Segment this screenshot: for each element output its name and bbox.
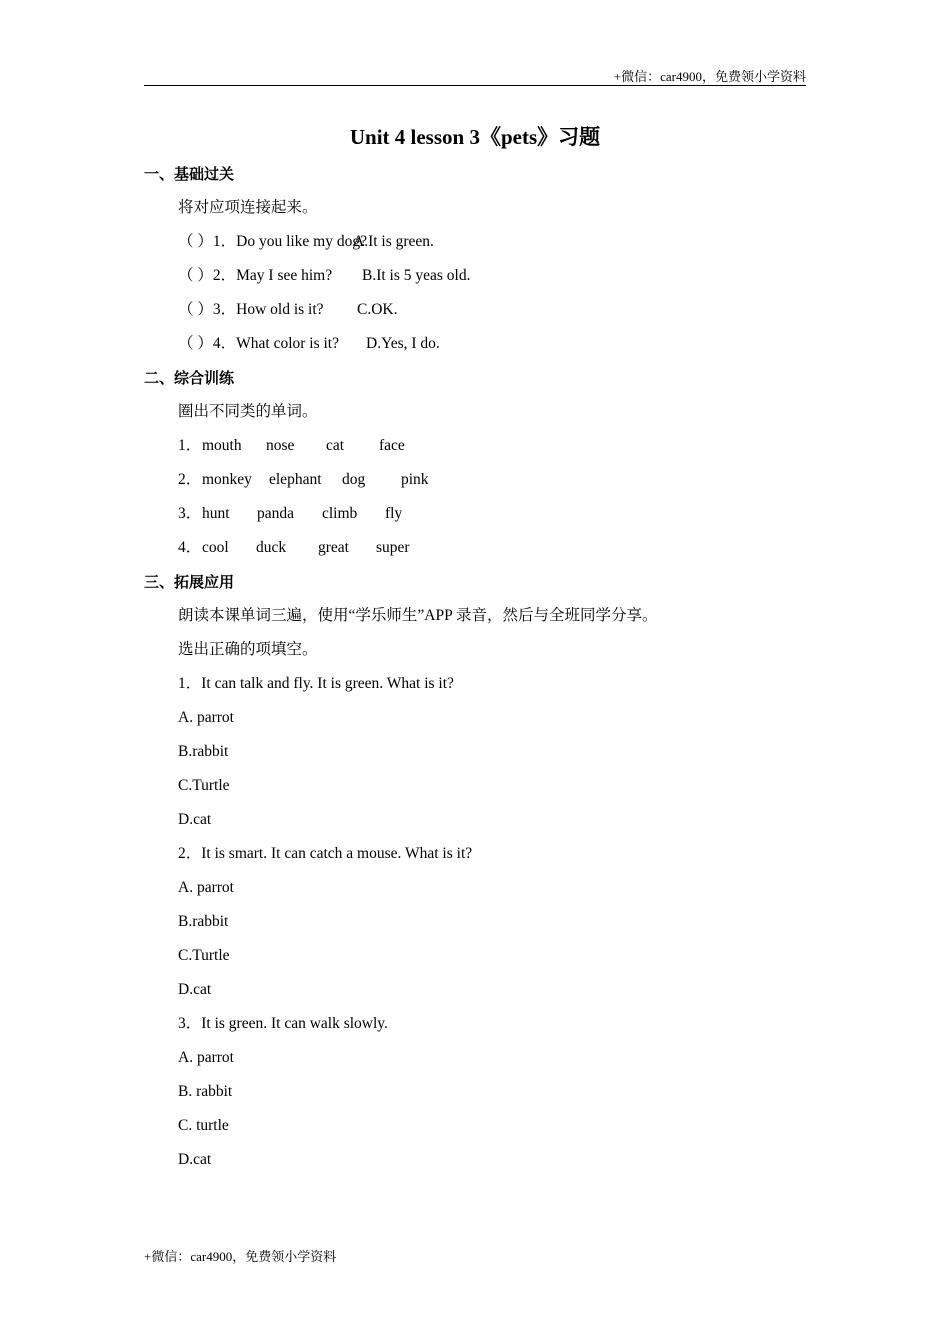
matching-answer: D.Yes, I do. — [366, 335, 440, 352]
section-3-instruction-1: 朗读本课单词三遍，使用“学乐师生”APP 录音，然后与全班同学分享。 — [178, 607, 658, 624]
matching-item-2 — [144, 259, 806, 293]
question-2-option-b: B.rabbit — [178, 913, 229, 930]
page-footer-text: +微信：car4900，免费领小学资料 — [144, 1249, 337, 1264]
matching-question: （ ）4．What color is it? — [178, 335, 339, 352]
matching-answer: A.It is green. — [353, 233, 434, 250]
matching-item-4 — [144, 327, 806, 361]
page-header-text: +微信：car4900，免费领小学资料 — [613, 69, 806, 84]
question-3-option-b: B. rabbit — [178, 1083, 233, 1100]
question-1: 1．It can talk and fly. It is green. What is it? — [178, 675, 454, 692]
word: fly — [385, 505, 403, 522]
section-1-instruction: 将对应项连接起来。 — [178, 199, 318, 216]
matching-question: （ ）1．Do you like my dog? — [178, 233, 367, 250]
section-3-instruction-2: 选出正确的项填空。 — [178, 641, 318, 658]
question-1-option-b: B.rabbit — [178, 743, 229, 760]
header-rule — [144, 85, 806, 86]
question-1-option-a: A. parrot — [178, 709, 234, 726]
word-row-2 — [144, 463, 806, 497]
word: duck — [256, 539, 287, 556]
word: dog — [342, 471, 366, 488]
word: mouth — [202, 437, 242, 454]
question-2-option-d: D.cat — [178, 981, 212, 998]
word: nose — [266, 437, 295, 454]
question-1-option-d: D.cat — [178, 811, 212, 828]
question-1-option-c: C.Turtle — [178, 777, 230, 794]
word-row-number: 3． — [178, 505, 202, 522]
question-3: 3．It is green. It can walk slowly. — [178, 1015, 388, 1032]
word-row-number: 4． — [178, 539, 202, 556]
word-row-3 — [144, 497, 806, 531]
word: panda — [257, 505, 295, 522]
matching-question: （ ）3．How old is it? — [178, 301, 324, 318]
question-2-option-c: C.Turtle — [178, 947, 230, 964]
page-title: Unit 4 lesson 3《pets》习题 — [349, 125, 601, 149]
word-row-number: 2． — [178, 471, 202, 488]
word: cat — [326, 437, 345, 454]
matching-answer: C.OK. — [357, 301, 398, 318]
section-3-heading: 三、拓展应用 — [144, 573, 235, 591]
matching-item-3 — [144, 293, 806, 327]
section-2-instruction: 圈出不同类的单词。 — [178, 403, 318, 420]
word: elephant — [269, 471, 322, 488]
matching-question: （ ）2．May I see him? — [178, 267, 333, 284]
word: monkey — [202, 471, 252, 488]
word-row-1 — [144, 429, 806, 463]
section-2-heading: 二、综合训练 — [144, 369, 235, 387]
word-row-number: 1． — [178, 437, 202, 454]
question-3-option-d: D.cat — [178, 1151, 212, 1168]
section-1-heading: 一、基础过关 — [144, 165, 235, 183]
word: cool — [202, 539, 229, 556]
word-row-4 — [144, 531, 806, 565]
question-2: 2．It is smart. It can catch a mouse. What is it? — [178, 845, 473, 862]
word: hunt — [202, 505, 230, 522]
question-3-option-c: C. turtle — [178, 1117, 229, 1134]
word: climb — [322, 505, 358, 522]
question-2-option-a: A. parrot — [178, 879, 234, 896]
question-3-option-a: A. parrot — [178, 1049, 234, 1066]
word: super — [376, 539, 410, 556]
word: great — [318, 539, 349, 556]
matching-item-1 — [144, 225, 806, 259]
matching-answer: B.It is 5 yeas old. — [362, 267, 471, 284]
document-body — [144, 157, 806, 1177]
word: pink — [401, 471, 429, 488]
word: face — [379, 437, 405, 454]
